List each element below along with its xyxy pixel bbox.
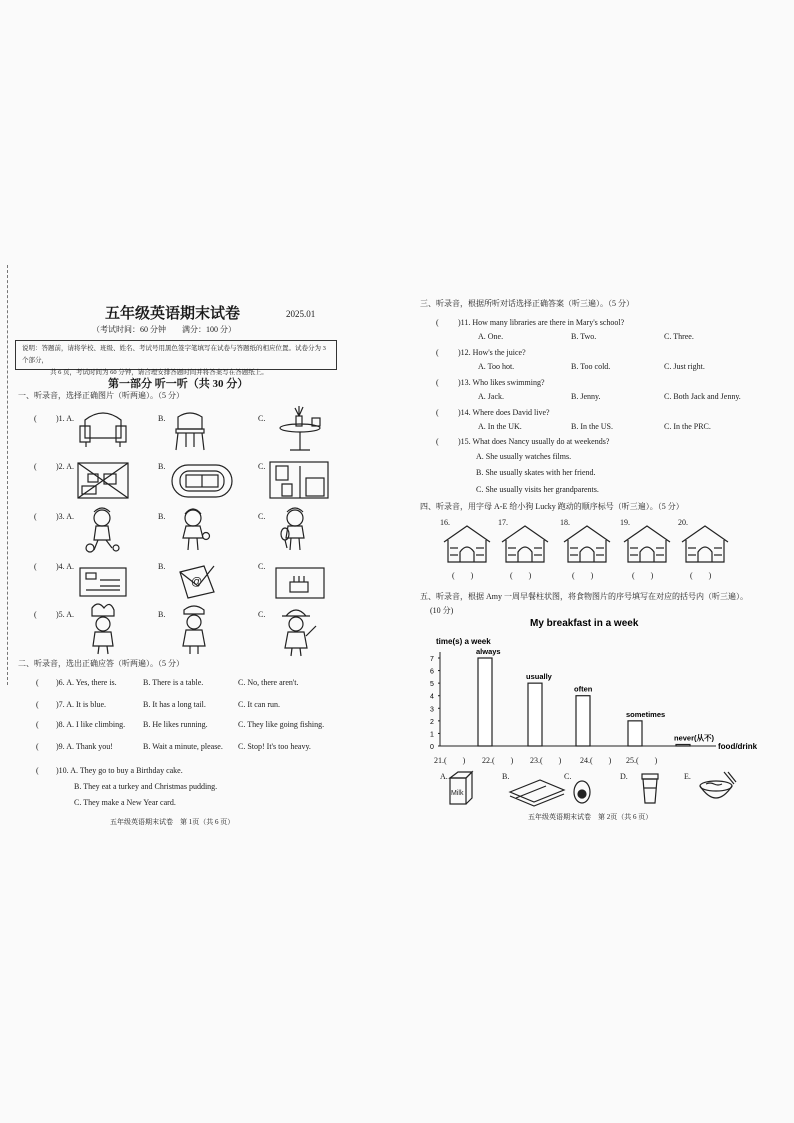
stadium-picture xyxy=(172,465,232,497)
option-a: )7. A. It is blue. xyxy=(56,700,106,709)
bar-category-label: always xyxy=(476,647,501,656)
envelope-picture xyxy=(80,568,126,596)
y-tick-label: 4 xyxy=(430,693,434,701)
sec5-points: (10 分) xyxy=(430,606,454,615)
answer-blank[interactable]: ( ) xyxy=(572,571,594,580)
y-tick-label: 3 xyxy=(430,706,434,714)
option-letter: D. xyxy=(620,772,628,781)
notice-line-1: 说明：答题前，请将学校、班级、姓名、考试号用黑色签字笔填写在试卷与答题纸的相应位置。试卷分为 3 个部分， xyxy=(22,345,326,364)
answer-blank[interactable]: ( ) xyxy=(510,571,532,580)
q10-option-b: B. They eat a turkey and Christmas pudding. xyxy=(74,782,218,791)
table-with-vase-picture xyxy=(280,406,320,450)
birthday-card-picture xyxy=(276,568,324,598)
option-c-label: C. xyxy=(258,562,266,571)
bar-category-label: usually xyxy=(526,672,552,682)
option-b: B. There is a table. xyxy=(143,678,204,687)
option-c: C. Both Jack and Jenny. xyxy=(664,392,741,401)
food-options xyxy=(420,768,765,808)
answer-paren[interactable]: ( xyxy=(34,414,37,423)
y-tick-label: 1 xyxy=(430,731,434,739)
answer-slot[interactable]: 24.( ) xyxy=(580,756,612,765)
dog-house-picture xyxy=(440,522,494,566)
option-c-label: C. xyxy=(258,462,266,471)
question-number: )3. A. xyxy=(56,512,74,521)
option-c: C. They like going fishing. xyxy=(238,720,325,729)
option-b: B. Too cold. xyxy=(571,362,611,371)
answer-paren[interactable]: ( xyxy=(436,348,439,357)
option-c: C. Three. xyxy=(664,332,694,341)
option-c-label: C. xyxy=(258,512,266,521)
answer-slot[interactable]: 21.( ) xyxy=(434,756,466,765)
footer-page-1: 五年级英语期末试卷 第 1页（共 6 页） xyxy=(110,818,235,826)
answer-paren[interactable]: ( xyxy=(34,562,37,571)
kitchen-picture xyxy=(270,462,328,498)
bar-category-label: often xyxy=(574,684,593,694)
q15-option-b: B. She usually skates with her friend. xyxy=(476,468,596,477)
option-letter: B. xyxy=(502,772,510,781)
q10-option-a: )10. A. They go to buy a Birthday cake. xyxy=(56,766,183,775)
q15-option-a: A. She usually watches films. xyxy=(476,452,572,461)
option-c: C. In the PRC. xyxy=(664,422,711,431)
exam-info: （考试时间：60 分钟 满分：100 分） xyxy=(92,325,236,334)
chef-picture xyxy=(92,604,114,654)
bar xyxy=(528,683,542,746)
y-tick-label: 7 xyxy=(430,656,434,663)
sec1-heading: 一、听录音，选择正确图片（听两遍）。（5 分） xyxy=(18,391,184,400)
milk-label: Milk xyxy=(451,790,464,797)
answer-paren[interactable]: ( xyxy=(436,437,439,446)
option-b-label: B. xyxy=(158,562,166,571)
answer-paren[interactable]: ( xyxy=(34,512,37,521)
svg-text:@: @ xyxy=(191,576,203,588)
house-number: 17. xyxy=(498,518,508,527)
option-c-label: C. xyxy=(258,414,266,423)
answer-slot[interactable]: 22.( ) xyxy=(482,756,514,765)
egg-picture xyxy=(574,781,590,803)
answer-paren[interactable]: ( xyxy=(36,742,39,751)
bar xyxy=(676,745,690,747)
nurse-picture xyxy=(183,606,205,654)
sandwich-picture xyxy=(510,780,564,806)
sec5-heading: 五、听录音，根据 Amy 一周早餐柱状图，将食物图片的序号填写在对应的括号内（听三遍）。 xyxy=(420,592,748,601)
q15-text: )15. What does Nancy usually do at weekends? xyxy=(458,437,610,446)
house-number: 19. xyxy=(620,518,630,527)
option-b-label: B. xyxy=(158,512,166,521)
option-b-label: B. xyxy=(158,462,166,471)
exam-date: 2025.01 xyxy=(286,309,316,319)
answer-paren[interactable]: ( xyxy=(36,766,39,775)
milk-carton-picture xyxy=(450,772,472,804)
footer-page-2: 五年级英语期末试卷 第 2页（共 6 页） xyxy=(528,813,653,821)
answer-blank[interactable]: ( ) xyxy=(690,571,712,580)
chart-title: My breakfast in a week xyxy=(530,618,639,629)
answer-paren[interactable]: ( xyxy=(36,720,39,729)
dog-house-picture xyxy=(620,522,674,566)
coffee-cup-picture xyxy=(642,774,658,803)
q10-option-c: C. They make a New Year card. xyxy=(74,798,176,807)
option-letter: A. xyxy=(440,772,448,781)
bar xyxy=(628,721,642,746)
option-b: B. It has a long tail. xyxy=(143,700,206,709)
dog-house-picture xyxy=(560,522,614,566)
option-c-label: C. xyxy=(258,610,266,619)
answer-paren[interactable]: ( xyxy=(36,678,39,687)
sec3-heading: 三、听录音，根据所听对话选择正确答案（听三遍）。（5 分） xyxy=(420,299,634,308)
y-tick-label: 6 xyxy=(430,668,434,676)
bar xyxy=(478,658,492,746)
option-c: C. It can run. xyxy=(238,700,280,709)
firefighter-picture xyxy=(282,610,316,656)
question-text: )14. Where does David live? xyxy=(458,408,550,417)
answer-slot[interactable]: 23.( ) xyxy=(530,756,562,765)
option-c: C. Stop! It's too heavy. xyxy=(238,742,311,751)
option-a: A. In the UK. xyxy=(478,422,522,431)
option-a: A. Too hot. xyxy=(478,362,515,371)
answer-paren[interactable]: ( xyxy=(436,408,439,417)
bar-category-label: sometimes xyxy=(626,709,666,719)
question-number: )4. A. xyxy=(56,562,74,571)
email-picture xyxy=(180,566,214,598)
question-text: )13. Who likes swimming? xyxy=(458,378,545,387)
bar xyxy=(576,696,590,746)
breakfast-bar-chart xyxy=(420,612,765,772)
question-number: )2. A. xyxy=(56,462,74,471)
dog-house-picture xyxy=(498,522,552,566)
option-b: B. Two. xyxy=(571,332,597,341)
question-text: )12. How's the juice? xyxy=(458,348,526,357)
answer-paren[interactable]: ( xyxy=(34,610,37,619)
sec4-heading: 四、听录音，用字母 A-E 给小狗 Lucky 跑动的顺序标号（听三遍）。（5 分） xyxy=(420,502,684,511)
option-a: )6. A. Yes, there is. xyxy=(56,678,117,687)
question-number: )5. A. xyxy=(56,610,74,619)
answer-blank[interactable]: ( ) xyxy=(452,571,474,580)
kid-with-racket-picture xyxy=(281,508,304,550)
sec2-heading: 二、听录音，选出正确应答（听两遍）。（5 分） xyxy=(18,659,184,668)
answer-paren[interactable]: ( xyxy=(436,378,439,387)
x-axis-label: food/drink xyxy=(718,742,758,751)
option-a: A. Jack. xyxy=(478,392,504,401)
option-letter: C. xyxy=(564,772,572,781)
option-b: B. Jenny. xyxy=(571,392,601,401)
girl-with-ball-picture xyxy=(183,509,210,550)
option-b-label: B. xyxy=(158,610,166,619)
y-axis-label: time(s) a week xyxy=(436,637,491,646)
option-letter: E. xyxy=(684,772,691,781)
question-text: )11. How many libraries are there in Mary's school? xyxy=(458,318,625,327)
option-a: A. One. xyxy=(478,332,504,341)
answer-paren[interactable]: ( xyxy=(34,462,37,471)
option-b: B. He likes running. xyxy=(143,720,208,729)
option-a: )8. A. I like climbing. xyxy=(56,720,126,729)
answer-blank[interactable]: ( ) xyxy=(632,571,654,580)
house-number: 16. xyxy=(440,518,450,527)
sofa-picture xyxy=(80,413,126,447)
option-b: B. In the US. xyxy=(571,422,613,431)
y-tick-label: 0 xyxy=(430,744,434,751)
boy-kicking-ball-picture xyxy=(86,508,119,552)
house-number: 20. xyxy=(678,518,688,527)
q15-option-c: C. She usually visits her grandparents. xyxy=(476,485,599,494)
answer-slot[interactable]: 25.( ) xyxy=(626,756,658,765)
exam-title: 五年级英语期末试卷 xyxy=(105,306,241,322)
dog-house-picture xyxy=(678,522,732,566)
option-a: )9. A. Thank you! xyxy=(56,742,113,751)
option-b-label: B. xyxy=(158,414,166,423)
option-c: C. Just right. xyxy=(664,362,705,371)
bar-category-label: never(从不) xyxy=(674,733,715,743)
answer-paren[interactable]: ( xyxy=(436,318,439,327)
part-one-title: 第一部分 听一听（共 30 分） xyxy=(108,378,249,390)
noodle-bowl-picture xyxy=(700,772,736,798)
room-plan-picture xyxy=(78,463,128,498)
question-number: )1. A. xyxy=(56,414,74,423)
y-tick-label: 5 xyxy=(430,681,434,689)
option-b: B. Wait a minute, please. xyxy=(143,742,223,751)
y-tick-label: 2 xyxy=(430,718,434,726)
chair-picture xyxy=(176,413,204,450)
house-number: 18. xyxy=(560,518,570,527)
option-c: C. No, there aren't. xyxy=(238,678,299,687)
answer-paren[interactable]: ( xyxy=(36,700,39,709)
notice-line-2: 共 6 页，考试时间为 60 分钟，请合理安排答题时间并将答案写在答题纸上。 xyxy=(50,369,268,376)
